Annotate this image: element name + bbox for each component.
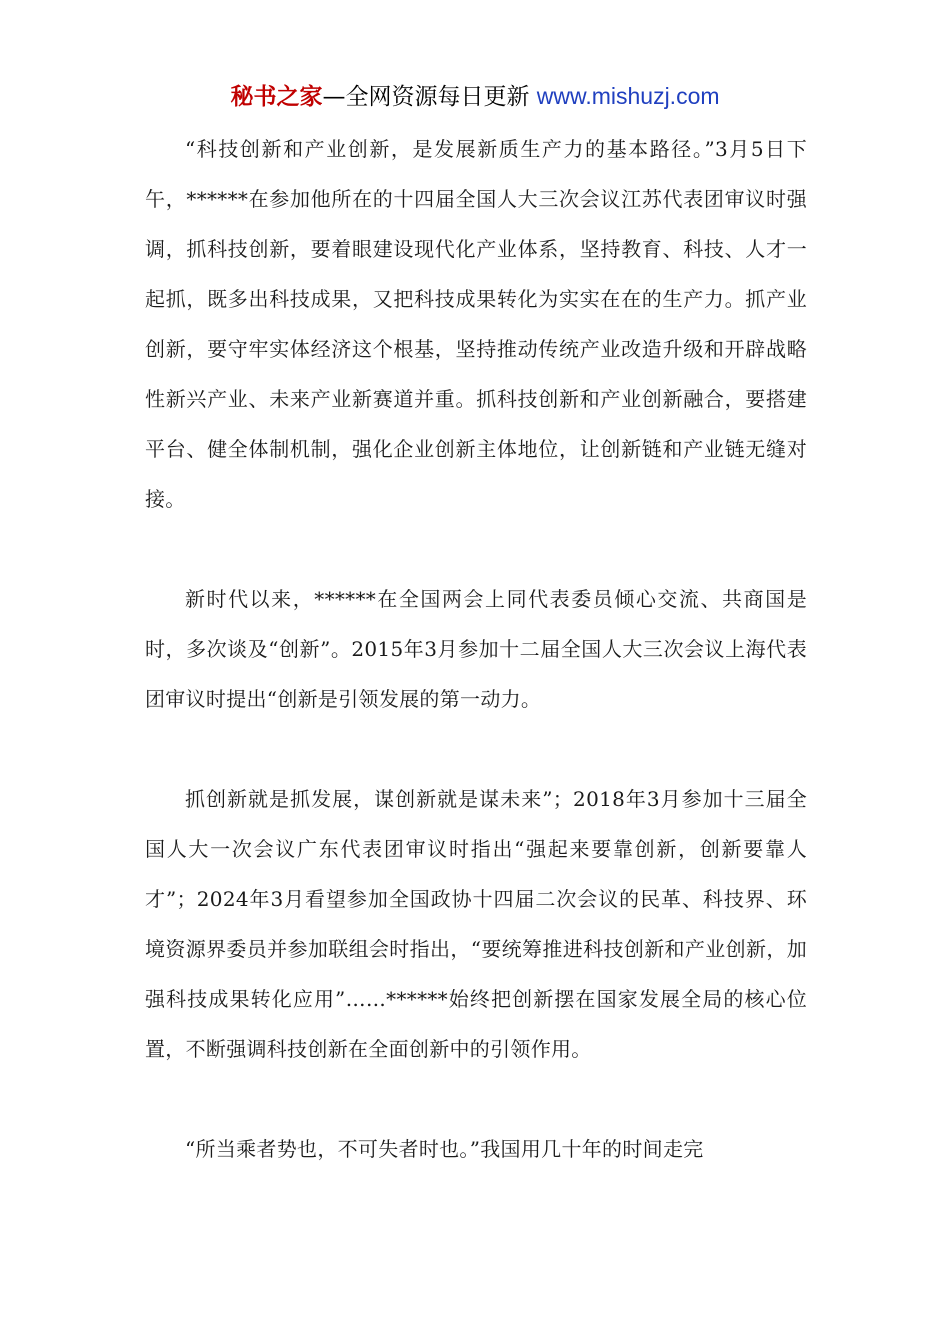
paragraph-1: “科技创新和产业创新，是发展新质生产力的基本路径。”3月5日下午，******在参加他所在的十四届全国人大三次会议江苏代表团审议时强调，抓科技创新，要着眼建设现代化产业体系，坚持教育、科技、人才一起抓，既多出科技成果，又把科技成果转化为实实在在的生产力。抓产业创新，要守牢实体经济这个根基，坚持推动传统产业改造升级和开辟战略性新兴产业、未来产业新赛道并重。抓科技创新和产业创新融合，要搭建平台、健全体制机制，强化企业创新主体地位，让创新链和产业链无缝对接。 [145, 137, 807, 511]
paragraph-3: 抓创新就是抓发展，谋创新就是谋未来”；2018年3月参加十三届全国人大一次会议广东代表团审议时指出“强起来要靠创新，创新要靠人才”；2024年3月看望参加全国政协十四届二次会议的民革、科技界、环境资源界委员并参加联组会时指出，“要统筹推进科技创新和产业创新，加强科技成果转化应用”……******始终把创新摆在国家发展全局的核心位置，不断强调科技创新在全面创新中的引领作用。 [145, 787, 807, 1061]
paragraph-4: “所当乘者势也，不可失者时也。”我国用几十年的时间走完 [185, 1137, 704, 1161]
header-tagline: —全网资源每日更新 [322, 84, 537, 110]
page-header [0, 80, 950, 113]
document-body [145, 124, 807, 1174]
paragraph-2: 新时代以来，******在全国两会上同代表委员倾心交流、共商国是时，多次谈及“创新”。2015年3月参加十二届全国人大三次会议上海代表团审议时提出“创新是引领发展的第一动力。 [145, 587, 807, 711]
header-brand: 秘书之家 [230, 84, 323, 110]
paragraph-gap [145, 1074, 807, 1124]
paragraph-gap [145, 524, 807, 574]
paragraph-gap [145, 724, 807, 774]
header-url-link[interactable]: www.mishuzj.com [536, 83, 720, 109]
